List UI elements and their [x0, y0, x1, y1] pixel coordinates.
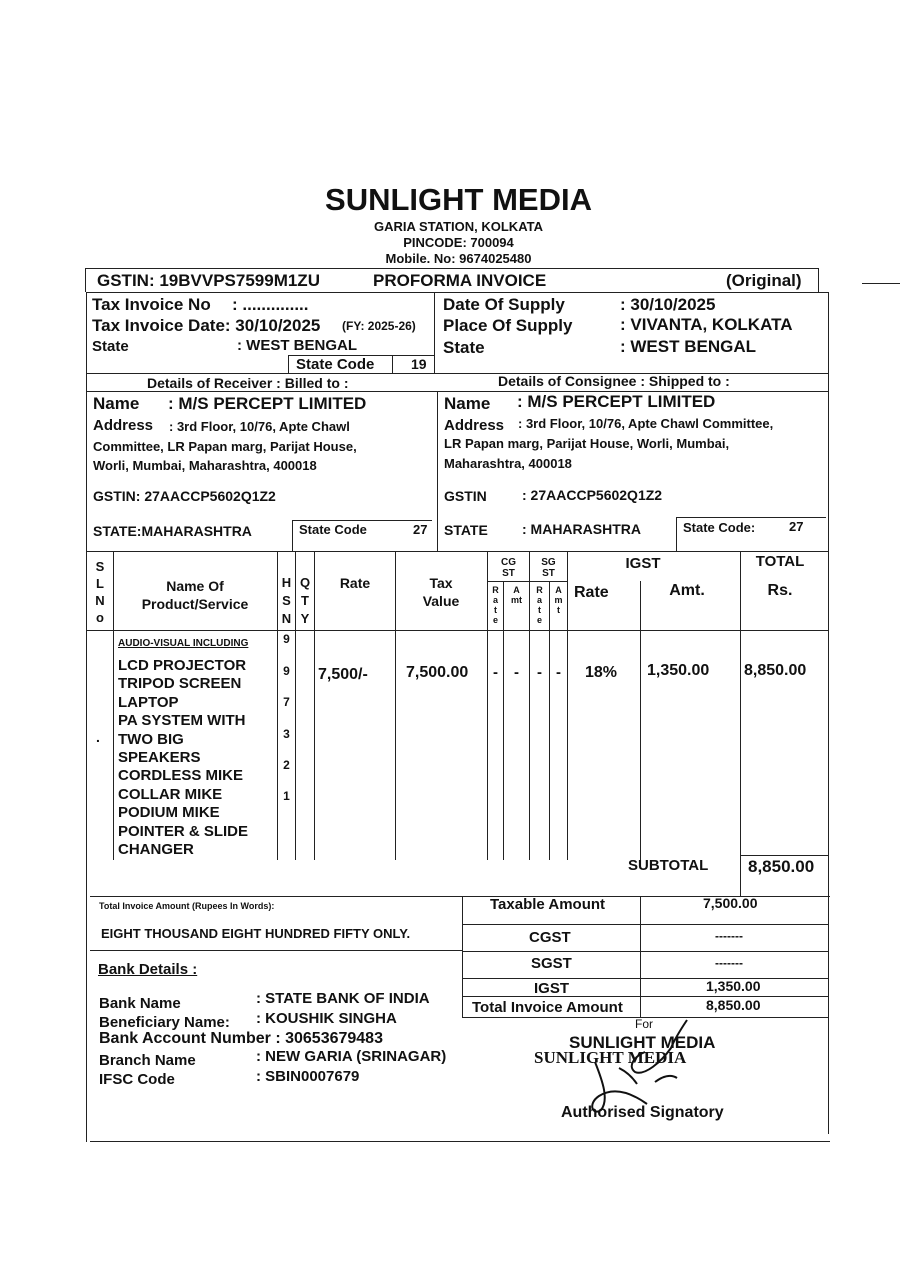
authorised-signatory: Authorised Signatory — [561, 1104, 724, 1121]
row-tax-value: 7,500.00 — [406, 664, 469, 681]
stamp-for: For — [635, 1017, 653, 1031]
receiver-name-value: : M/S PERCEPT LIMITED — [168, 394, 367, 413]
words-value: EIGHT THOUSAND EIGHT HUNDRED FIFTY ONLY. — [101, 926, 411, 941]
igst-label: IGST — [534, 980, 570, 997]
company-pincode: PINCODE: 700094 — [403, 235, 514, 250]
col-header-igst-amt: Amt. — [669, 582, 705, 599]
row-cgst-amt: - — [514, 664, 519, 681]
beneficiary-label: Beneficiary Name: — [99, 1014, 230, 1031]
row-sgst-rate: - — [537, 664, 542, 681]
col-header-sgst-rate: R a t e — [536, 585, 543, 625]
seller-state-label: State — [92, 338, 129, 355]
seller-state-value: : WEST BENGAL — [237, 337, 357, 354]
consignee-state-code-label: State Code: — [683, 520, 756, 535]
stamp-line-1: SUNLIGHT MEDIA — [569, 1033, 716, 1052]
sgst-value: ------- — [715, 956, 743, 970]
row-igst-amt: 1,350.00 — [647, 662, 710, 679]
seller-gstin: GSTIN: 19BVVPS7599M1ZU — [97, 271, 320, 290]
col-header-tax-value: Tax Value — [422, 575, 460, 609]
words-label: Total Invoice Amount (Rupees In Words): — [99, 901, 275, 911]
financial-year: (FY: 2025-26) — [342, 319, 416, 333]
tax-invoice-no-label: Tax Invoice No — [92, 295, 211, 314]
edge-line — [862, 283, 900, 284]
col-header-sno: S L N o — [95, 559, 105, 625]
consignee-name-label: Name — [444, 394, 491, 413]
receiver-state-code-value: 27 — [413, 522, 428, 537]
hsn-digit: 1 — [283, 789, 290, 803]
consignee-address-line1: : 3rd Floor, 10/76, Apte Chawl Committee, — [518, 416, 774, 431]
company-name: SUNLIGHT MEDIA — [325, 182, 592, 217]
consignee-address-line2: LR Papan marg, Parijat House, Worli, Mumbai, — [444, 436, 730, 451]
date-of-supply-value: : 30/10/2025 — [620, 295, 716, 314]
supply-state-label: State — [443, 338, 485, 357]
invoice-copy: (Original) — [726, 271, 802, 290]
receiver-address-line3: Worli, Mumbai, Maharashtra, 400018 — [93, 458, 317, 473]
ifsc-value: : SBIN0007679 — [256, 1068, 360, 1085]
bank-name-label: Bank Name — [99, 995, 181, 1012]
list-item: TRIPOD SCREEN — [118, 675, 242, 693]
col-header-cgst-rate: R a t e — [492, 585, 499, 625]
row-category: AUDIO-VISUAL INCLUDING — [118, 638, 249, 649]
col-header-igst-rate: Rate — [574, 584, 609, 601]
row-cgst-rate: - — [493, 664, 498, 681]
list-item: PODIUM MIKE — [118, 804, 220, 822]
row-igst-rate: 18% — [585, 664, 618, 681]
consignee-state-label: STATE — [444, 522, 488, 538]
tax-invoice-no-value: : .............. — [232, 295, 309, 314]
receiver-name-label: Name — [93, 394, 140, 413]
account-number: Bank Account Number : 30653679483 — [99, 1030, 383, 1047]
branch-label: Branch Name — [99, 1052, 196, 1069]
list-item: LAPTOP — [118, 693, 179, 711]
receiver-state: STATE:MAHARASHTRA — [93, 523, 252, 539]
company-mobile: Mobile. No: 9674025480 — [385, 251, 532, 266]
tax-invoice-date: Tax Invoice Date: 30/10/2025 — [92, 316, 321, 335]
branch-value: : NEW GARIA (SRINAGAR) — [256, 1048, 447, 1065]
supply-state-value: : WEST BENGAL — [620, 337, 756, 356]
consignee-header: Details of Consignee : Shipped to : — [498, 373, 730, 389]
consignee-gstin-label: GSTIN — [444, 488, 487, 504]
seller-state-code-label: State Code — [296, 356, 375, 373]
receiver-address-line1: : 3rd Floor, 10/76, Apte Chawl — [169, 419, 350, 434]
place-of-supply-value: : VIVANTA, KOLKATA — [620, 315, 793, 334]
row-sno: . — [96, 729, 100, 745]
seller-state-code-value: 19 — [411, 356, 427, 372]
col-header-total: TOTAL — [755, 553, 805, 570]
receiver-state-code-label: State Code — [299, 522, 367, 537]
row-items — [118, 657, 248, 859]
stamp-line-2: SUNLIGHT MEDIA — [534, 1048, 687, 1067]
ifsc-label: IFSC Code — [99, 1071, 175, 1088]
cgst-label: CGST — [529, 929, 571, 946]
invoice-type: PROFORMA INVOICE — [373, 271, 547, 290]
company-address: GARIA STATION, KOLKATA — [374, 219, 543, 234]
receiver-address-label: Address — [93, 417, 154, 434]
list-item: COLLAR MIKE — [118, 785, 223, 803]
total-invoice-label: Total Invoice Amount — [472, 999, 623, 1016]
col-header-rate: Rate — [339, 575, 371, 591]
list-item: LCD PROJECTOR — [118, 657, 247, 674]
total-invoice-value: 8,850.00 — [706, 997, 761, 1013]
col-header-qty: Q T Y — [299, 575, 311, 626]
col-header-hsn: H S N — [281, 575, 292, 626]
consignee-address-line3: Maharashtra, 400018 — [444, 456, 572, 471]
igst-value: 1,350.00 — [706, 978, 761, 994]
subtotal-value: 8,850.00 — [748, 857, 815, 876]
col-header-total-unit: Rs. — [767, 582, 793, 599]
consignee-name-value: : M/S PERCEPT LIMITED — [517, 392, 716, 411]
taxable-amount-value: 7,500.00 — [703, 895, 758, 911]
cgst-value: ------- — [715, 929, 743, 943]
list-item: SPEAKERS — [118, 749, 201, 767]
bank-header: Bank Details : — [98, 961, 198, 978]
consignee-state-value: : MAHARASHTRA — [522, 521, 641, 537]
consignee-gstin-value: : 27AACCP5602Q1Z2 — [522, 487, 663, 503]
row-sgst-amt: - — [556, 664, 561, 681]
receiver-address-line2: Committee, LR Papan marg, Parijat House, — [93, 439, 357, 454]
hsn-digit: 9 — [283, 664, 290, 678]
col-header-cgst-amt: A mt — [511, 585, 522, 605]
receiver-gstin: GSTIN: 27AACCP5602Q1Z2 — [93, 488, 276, 504]
col-header-sgst: SG ST — [541, 557, 556, 579]
list-item: POINTER & SLIDE — [118, 822, 249, 840]
date-of-supply-label: Date Of Supply — [443, 295, 565, 314]
beneficiary-value: : KOUSHIK SINGHA — [256, 1010, 397, 1027]
sgst-label: SGST — [531, 955, 572, 972]
consignee-address-label: Address — [444, 417, 505, 434]
col-header-sgst-amt: A m t — [554, 585, 563, 615]
list-item: PA SYSTEM WITH — [118, 712, 246, 730]
list-item: CORDLESS MIKE — [118, 767, 244, 785]
hsn-digit: 2 — [283, 758, 290, 772]
row-rate: 7,500/- — [318, 666, 368, 683]
hsn-digit: 7 — [283, 695, 290, 709]
row-total: 8,850.00 — [744, 662, 807, 679]
col-header-product: Name Of Product/Service — [141, 578, 249, 612]
hsn-digit: 9 — [283, 632, 290, 646]
list-item: CHANGER — [118, 841, 194, 859]
hsn-digit: 3 — [283, 727, 290, 741]
subtotal-label: SUBTOTAL — [628, 857, 709, 874]
consignee-state-code-value: 27 — [789, 519, 804, 534]
bank-name-value: : STATE BANK OF INDIA — [256, 990, 430, 1007]
col-header-cgst: CG ST — [501, 557, 516, 579]
receiver-header: Details of Receiver : Billed to : — [147, 375, 349, 391]
list-item: TWO BIG — [118, 730, 184, 748]
place-of-supply-label: Place Of Supply — [443, 316, 573, 335]
col-header-igst: IGST — [625, 555, 661, 572]
taxable-amount-label: Taxable Amount — [490, 896, 606, 913]
